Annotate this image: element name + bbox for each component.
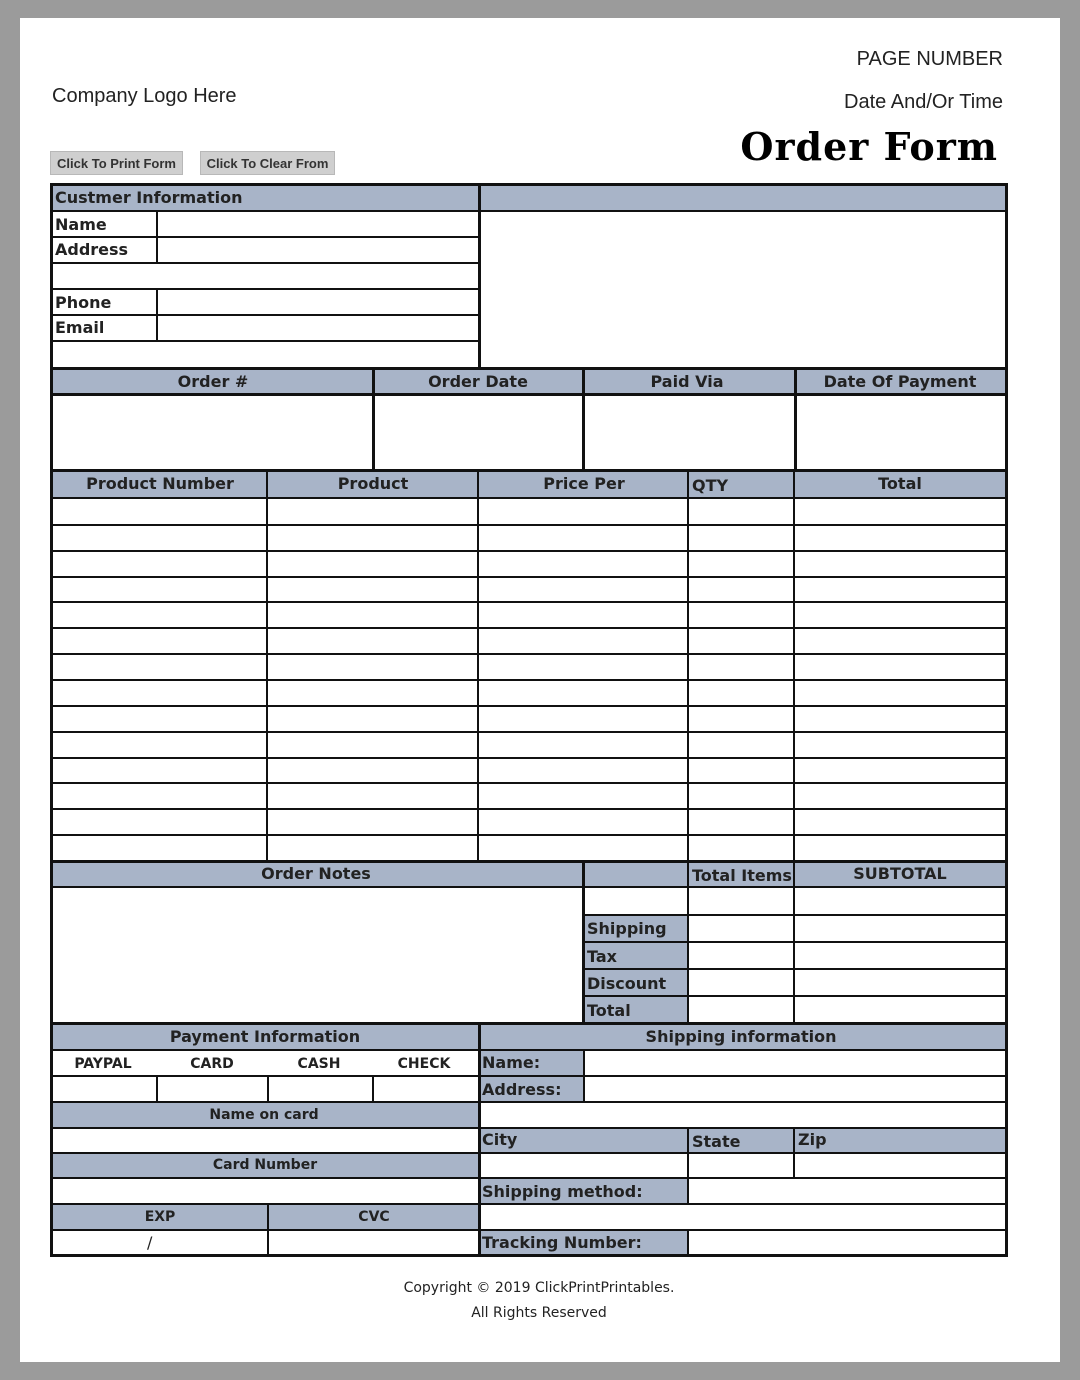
order-notes-label: Order Notes xyxy=(261,864,371,883)
paid-via-label: Paid Via xyxy=(650,372,724,391)
table-row[interactable] xyxy=(53,552,1005,576)
customer-name-field[interactable] xyxy=(158,212,478,236)
table-row[interactable] xyxy=(53,603,1005,627)
exp-separator: / xyxy=(147,1233,153,1252)
table-row[interactable] xyxy=(53,681,1005,705)
ship-address-field[interactable] xyxy=(585,1077,1005,1101)
table-row[interactable] xyxy=(53,578,1005,602)
ship-city-label: City xyxy=(482,1130,518,1149)
table-row[interactable] xyxy=(53,784,1005,808)
date-time: Date And/Or Time xyxy=(844,91,1003,113)
customer-phone-label: Phone xyxy=(55,293,112,312)
shipping-info-title: Shipping information xyxy=(645,1027,837,1046)
table-row[interactable] xyxy=(53,629,1005,653)
card-checkbox[interactable] xyxy=(158,1077,267,1101)
customer-name-label: Name xyxy=(55,215,107,234)
name-on-card-label: Name on card xyxy=(209,1107,319,1123)
rights-text: All Rights Reserved xyxy=(471,1305,607,1321)
page-number: PAGE NUMBER xyxy=(856,48,1003,70)
order-date-field[interactable] xyxy=(375,396,582,469)
payment-info-title: Payment Information xyxy=(169,1027,361,1046)
subtotal-label: SUBTOTAL xyxy=(853,864,947,883)
company-logo-placeholder: Company Logo Here xyxy=(52,85,237,107)
order-number-field[interactable] xyxy=(53,396,372,469)
col-total: Total xyxy=(878,474,922,493)
customer-notes-area[interactable] xyxy=(481,212,1005,367)
table-row[interactable] xyxy=(53,810,1005,834)
payment-method-paypal: PAYPAL xyxy=(74,1056,132,1072)
col-product-number: Product Number xyxy=(86,474,234,493)
payment-method-card: CARD xyxy=(190,1056,234,1072)
paypal-checkbox[interactable] xyxy=(53,1077,156,1101)
payment-method-check: CHECK xyxy=(397,1056,451,1072)
customer-phone-field[interactable] xyxy=(158,290,478,314)
order-form-page xyxy=(20,18,1060,1362)
tracking-number-label: Tracking Number: xyxy=(482,1233,642,1252)
ship-name-label: Name: xyxy=(482,1053,541,1072)
table-row[interactable] xyxy=(53,655,1005,679)
total-items-label: Total Items xyxy=(692,866,792,885)
table-row[interactable] xyxy=(53,836,1005,860)
page-title: Order Form xyxy=(740,124,998,169)
cvc-label: CVC xyxy=(358,1209,390,1225)
ship-zip-field[interactable] xyxy=(795,1154,1005,1177)
customer-address-label: Address xyxy=(55,240,129,259)
cvc-field[interactable] xyxy=(269,1231,478,1254)
name-on-card-field[interactable] xyxy=(53,1129,478,1152)
clear-form-button[interactable]: Click To Clear From xyxy=(200,151,335,175)
shipping-cost-label: Shipping xyxy=(587,919,667,938)
date-of-payment-label: Date Of Payment xyxy=(823,372,977,391)
table-row[interactable] xyxy=(53,733,1005,757)
customer-email-label: Email xyxy=(55,318,105,337)
print-form-button[interactable]: Click To Print Form xyxy=(50,151,183,175)
card-number-label: Card Number xyxy=(212,1157,318,1173)
order-notes-field[interactable] xyxy=(53,888,582,1022)
col-product: Product xyxy=(337,474,409,493)
table-row[interactable] xyxy=(53,500,1005,524)
customer-info-title: Custmer Information xyxy=(55,188,243,207)
tax-label: Tax xyxy=(587,947,617,966)
paid-via-field[interactable] xyxy=(585,396,794,469)
ship-state-field[interactable] xyxy=(689,1154,793,1177)
customer-address-field[interactable] xyxy=(158,238,478,262)
discount-label: Discount xyxy=(587,974,667,993)
col-price-per: Price Per xyxy=(543,474,625,493)
payment-method-cash: CASH xyxy=(297,1056,341,1072)
exp-label: EXP xyxy=(144,1209,176,1225)
ship-zip-label: Zip xyxy=(798,1130,827,1149)
ship-address-label: Address: xyxy=(482,1080,562,1099)
table-row[interactable] xyxy=(53,526,1005,550)
ship-state-label: State xyxy=(692,1132,741,1151)
exp-field[interactable] xyxy=(53,1231,267,1254)
ship-city-field[interactable] xyxy=(481,1154,687,1177)
table-row[interactable] xyxy=(53,707,1005,731)
check-checkbox[interactable] xyxy=(374,1077,478,1101)
date-of-payment-field[interactable] xyxy=(797,396,1005,469)
order-date-label: Order Date xyxy=(428,372,528,391)
shipping-method-label: Shipping method: xyxy=(482,1182,643,1201)
grand-total-label: Total xyxy=(587,1001,631,1020)
copyright-text: Copyright © 2019 ClickPrintPrintables. xyxy=(403,1280,675,1296)
card-number-field[interactable] xyxy=(53,1179,478,1203)
cash-checkbox[interactable] xyxy=(269,1077,372,1101)
col-qty: QTY xyxy=(692,476,729,495)
customer-email-field[interactable] xyxy=(158,316,478,340)
ship-name-field[interactable] xyxy=(585,1051,1005,1075)
order-number-label: Order # xyxy=(177,372,249,391)
table-row[interactable] xyxy=(53,759,1005,783)
shipping-method-field[interactable] xyxy=(689,1179,1005,1203)
tracking-number-field[interactable] xyxy=(689,1231,1005,1254)
